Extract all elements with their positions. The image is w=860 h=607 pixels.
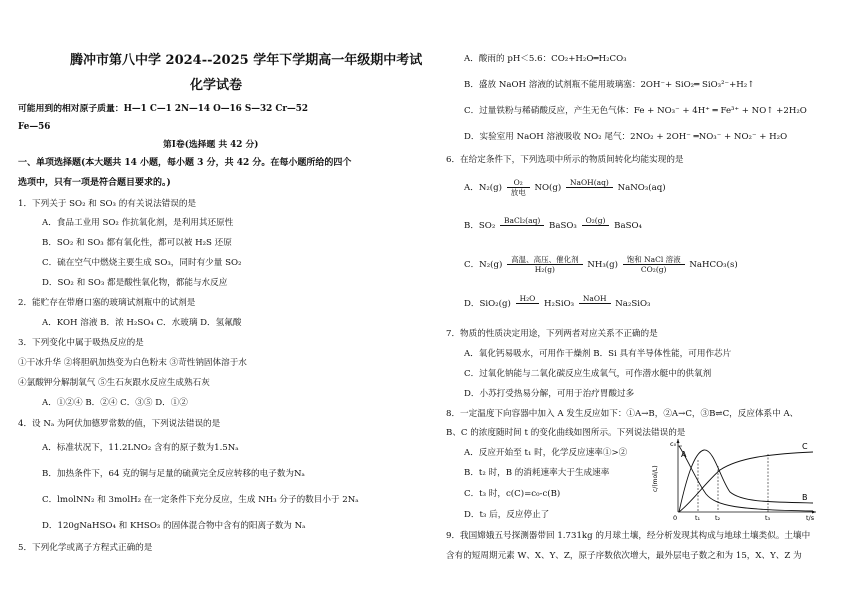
q6-c-cond1-bot: H₂(g) [534,265,555,274]
q8-option-a: A．反应开始至 t₁ 时，化学反应速率①>② [464,448,628,458]
q6-option-b [464,216,642,236]
q6-d-label: D． [464,299,480,309]
q8-option-b: B．t₂ 时，B 的消耗速率大于生成速率 [464,468,610,478]
q6-b-arrow-1 [500,216,544,235]
c0-label: c₀ [670,440,677,448]
y-axis-label: c/(mol/L) [652,465,659,492]
q6-c-label: C． [464,260,480,270]
q6-d-cond1-top: H₂O [516,294,540,304]
q5-option-d: D．实验室用 NaOH 溶液吸收 NO₂ 尾气：2NO₂ + 2OH⁻ ═NO₃⁻ + NO₂⁻ + H₂O [464,132,788,142]
q6-a-arrow-2 [566,178,613,197]
curve-b-label: B [802,493,808,502]
q5-option-b: B．盛放 NaOH 溶液的试剂瓶不能用玻璃塞：2OH⁻+ SiO₂═ SiO₃²⁻+H₂↑ [464,80,755,90]
q8-option-c: C．t₃ 时，c(C)=c₀-c(B) [464,489,561,499]
q6-b-cond2-top: O₂(g) [582,216,610,226]
q6-a-cond1-bot: 放电 [510,188,526,197]
q6-d-s2: H₂SiO₃ [544,299,575,309]
q3-options: A．①②④ B．②④ C．③⑤ D．①② [42,398,188,408]
q6-c-s1: N₂(g) [479,260,503,270]
q6-b-s1: SO₂ [478,221,496,231]
q3-items-1: ①干冰升华 ②将胆矾加热变为白色粉末 ③苛性钠固体溶于水 [18,358,247,368]
q5-option-a: A．酸雨的 pH＜5.6：CO₂+H₂O═H₂CO₃ [464,54,627,64]
q4-option-a: A．标准状况下，11.2LNO₂ 含有的原子数为1.5Nₐ [42,443,239,453]
q5-stem: 5．下列化学或离子方程式正确的是 [18,543,153,553]
curve-a [679,446,813,511]
q6-option-c [464,255,738,275]
q6-a-cond2-top: NaOH(aq) [566,178,613,188]
q6-d-s3: Na₂SiO₃ [615,299,651,309]
q8-stem-1: 8．一定温度下向容器中加入 A 发生反应如下：①A→B，②A→C，③B⇌C，反应体系中 A、 [446,409,799,419]
section-title: 第Ⅰ卷(选择题 共 42 分) [163,140,259,150]
q4-stem: 4．设 Nₐ 为阿伏加德罗常数的值，下列说法错误的是 [18,419,221,429]
q7-stem: 7．物质的性质决定用途，下列两者对应关系不正确的是 [446,329,658,339]
q1-option-c: C．硫在空气中燃烧主要生成 SO₃，同时有少量 SO₂ [42,258,242,268]
q1-option-d: D．SO₂ 和 SO₃ 都是酸性氧化物，都能与水反应 [42,278,228,288]
y-axis-arrow [677,439,680,443]
q6-d-s1: SiO₂(g) [479,299,511,309]
q8-stem-2: B、C 的浓度随时间 t 的变化曲线如图所示。下列说法错误的是 [446,428,686,438]
q6-c-s2: NH₃(g) [587,260,618,270]
t1-label: t₁ [695,514,701,522]
curve-c-label: C [802,442,808,451]
q6-option-a [464,178,666,198]
origin-label: 0 [673,514,678,522]
q6-d-cond2-top: NaOH [579,294,611,304]
q6-c-cond2-top: 饱和 NaCl 溶液 [623,255,685,265]
q6-stem: 6．在给定条件下，下列选项中所示的物质间转化均能实现的是 [446,155,684,165]
q6-d-cond1-bot [516,304,540,313]
atomic-masses-line1: 可能用到的相对原子质量：H—1 C—1 2N—14 O—16 S—32 Cr—52 [18,104,308,114]
q6-c-cond2-bot: CO₂(g) [640,265,667,274]
x-axis-label: t/s [806,514,815,522]
t3-label: t₃ [765,514,771,522]
curve-a-label: A [681,450,687,459]
q6-d-arrow-1 [516,294,540,313]
q6-b-arrow-2 [582,216,610,235]
q6-b-cond1-top: BaCl₂(aq) [500,216,544,226]
concentration-time-graph [648,436,820,522]
q1-stem: 1．下列关于 SO₂ 和 SO₃ 的有关说法错误的是 [18,199,197,209]
q6-a-s3: NaNO₃(aq) [617,183,666,193]
q6-d-cond2-bot [579,304,611,313]
q6-a-s2: NO(g) [534,183,562,193]
q5-option-c: C．过量铁粉与稀硝酸反应，产生无色气体：Fe + NO₃⁻ + 4H⁺ ═ Fe³⁺ + NO↑ +2H₂O [464,106,807,116]
q9-line-1: 9．我国嫦娥五号探测器带回 1.731kg 的月球土壤，经分析发现其构成与地球土壤类似。土壤中 [446,531,811,541]
q6-c-arrow-1 [507,255,583,274]
q9-line-2: 含有的短周期元素 W、X、Y、Z，原子序数依次增大，最外层电子数之和为 15，X、Y、Z 为 [446,551,802,561]
atomic-masses-line2: Fe—56 [18,122,51,132]
q6-c-arrow-2 [623,255,685,274]
q6-c-cond1-top: 高温、高压、催化剂 [507,255,583,265]
q1-option-b: B．SO₂ 和 SO₃ 都有氧化性，都可以被 H₂S 还原 [42,238,232,248]
q2-stem: 2．能贮存在带磨口塞的玻璃试剂瓶中的试剂是 [18,298,196,308]
q6-b-s3: BaSO₄ [614,221,642,231]
q3-stem: 3．下列变化中属于吸热反应的是 [18,338,144,348]
q6-option-d [464,294,651,314]
q6-a-cond1-top: O₂ [507,178,530,188]
q6-d-arrow-2 [579,294,611,313]
q7-option-c: C．过氧化钠能与二氧化碳反应生成氧气，可作潜水艇中的供氧剂 [464,369,712,379]
q4-option-d: D．120gNaHSO₄ 和 KHSO₃ 的固体混合物中含有的阳离子数为 Nₐ [42,521,306,531]
q2-options: A．KOH 溶液 B．浓 H₂SO₄ C．水玻璃 D．氢氟酸 [42,318,242,328]
q6-a-cond2-bot [566,188,613,197]
q4-option-c: C．lmolNN₂ 和 3molH₂ 在一定条件下充分反应，生成 NH₃ 分子的数目小于 2Nₐ [42,495,359,505]
exam-subtitle: 化学试卷 [190,78,243,93]
q1-option-a: A．食品工业用 SO₂ 作抗氧化剂，是利用其还原性 [42,218,234,228]
q6-a-label: A． [464,183,479,193]
q7-option-ab: A．氧化钙易吸水，可用作干燥剂 B．Si 具有半导体性能，可用作芯片 [464,349,732,359]
q6-b-label: B． [464,221,479,231]
q6-b-cond2-bot [582,226,610,235]
q3-items-2: ④氯酸钾分解制氧气 ⑤生石灰跟水反应生成熟石灰 [18,378,210,388]
q6-a-s1: N₂(g) [478,183,502,193]
q6-c-s3: NaHCO₃(s) [689,260,738,270]
q6-b-cond1-bot [500,226,544,235]
q6-b-s2: BaSO₃ [549,221,577,231]
q4-option-b: B．加热条件下，64 克的铜与足量的硫黄完全反应转移的电子数为Nₐ [42,469,305,479]
t2-label: t₂ [715,514,721,522]
q6-a-arrow-1 [507,178,530,197]
section-heading-2: 选项中，只有一项是符合题目要求的。) [18,178,171,188]
exam-title: 腾冲市第八中学 2024--2025 学年下学期高一年级期中考试 [70,53,423,68]
q7-option-d: D．小苏打受热易分解，可用于治疗胃酸过多 [464,389,635,399]
q8-option-d: D．t₃ 后，反应停止了 [464,510,550,520]
section-heading-1: 一、单项选择题(本大题共 14 小题，每小题 3 分，共 42 分。在每小题所给的四个 [18,158,352,168]
